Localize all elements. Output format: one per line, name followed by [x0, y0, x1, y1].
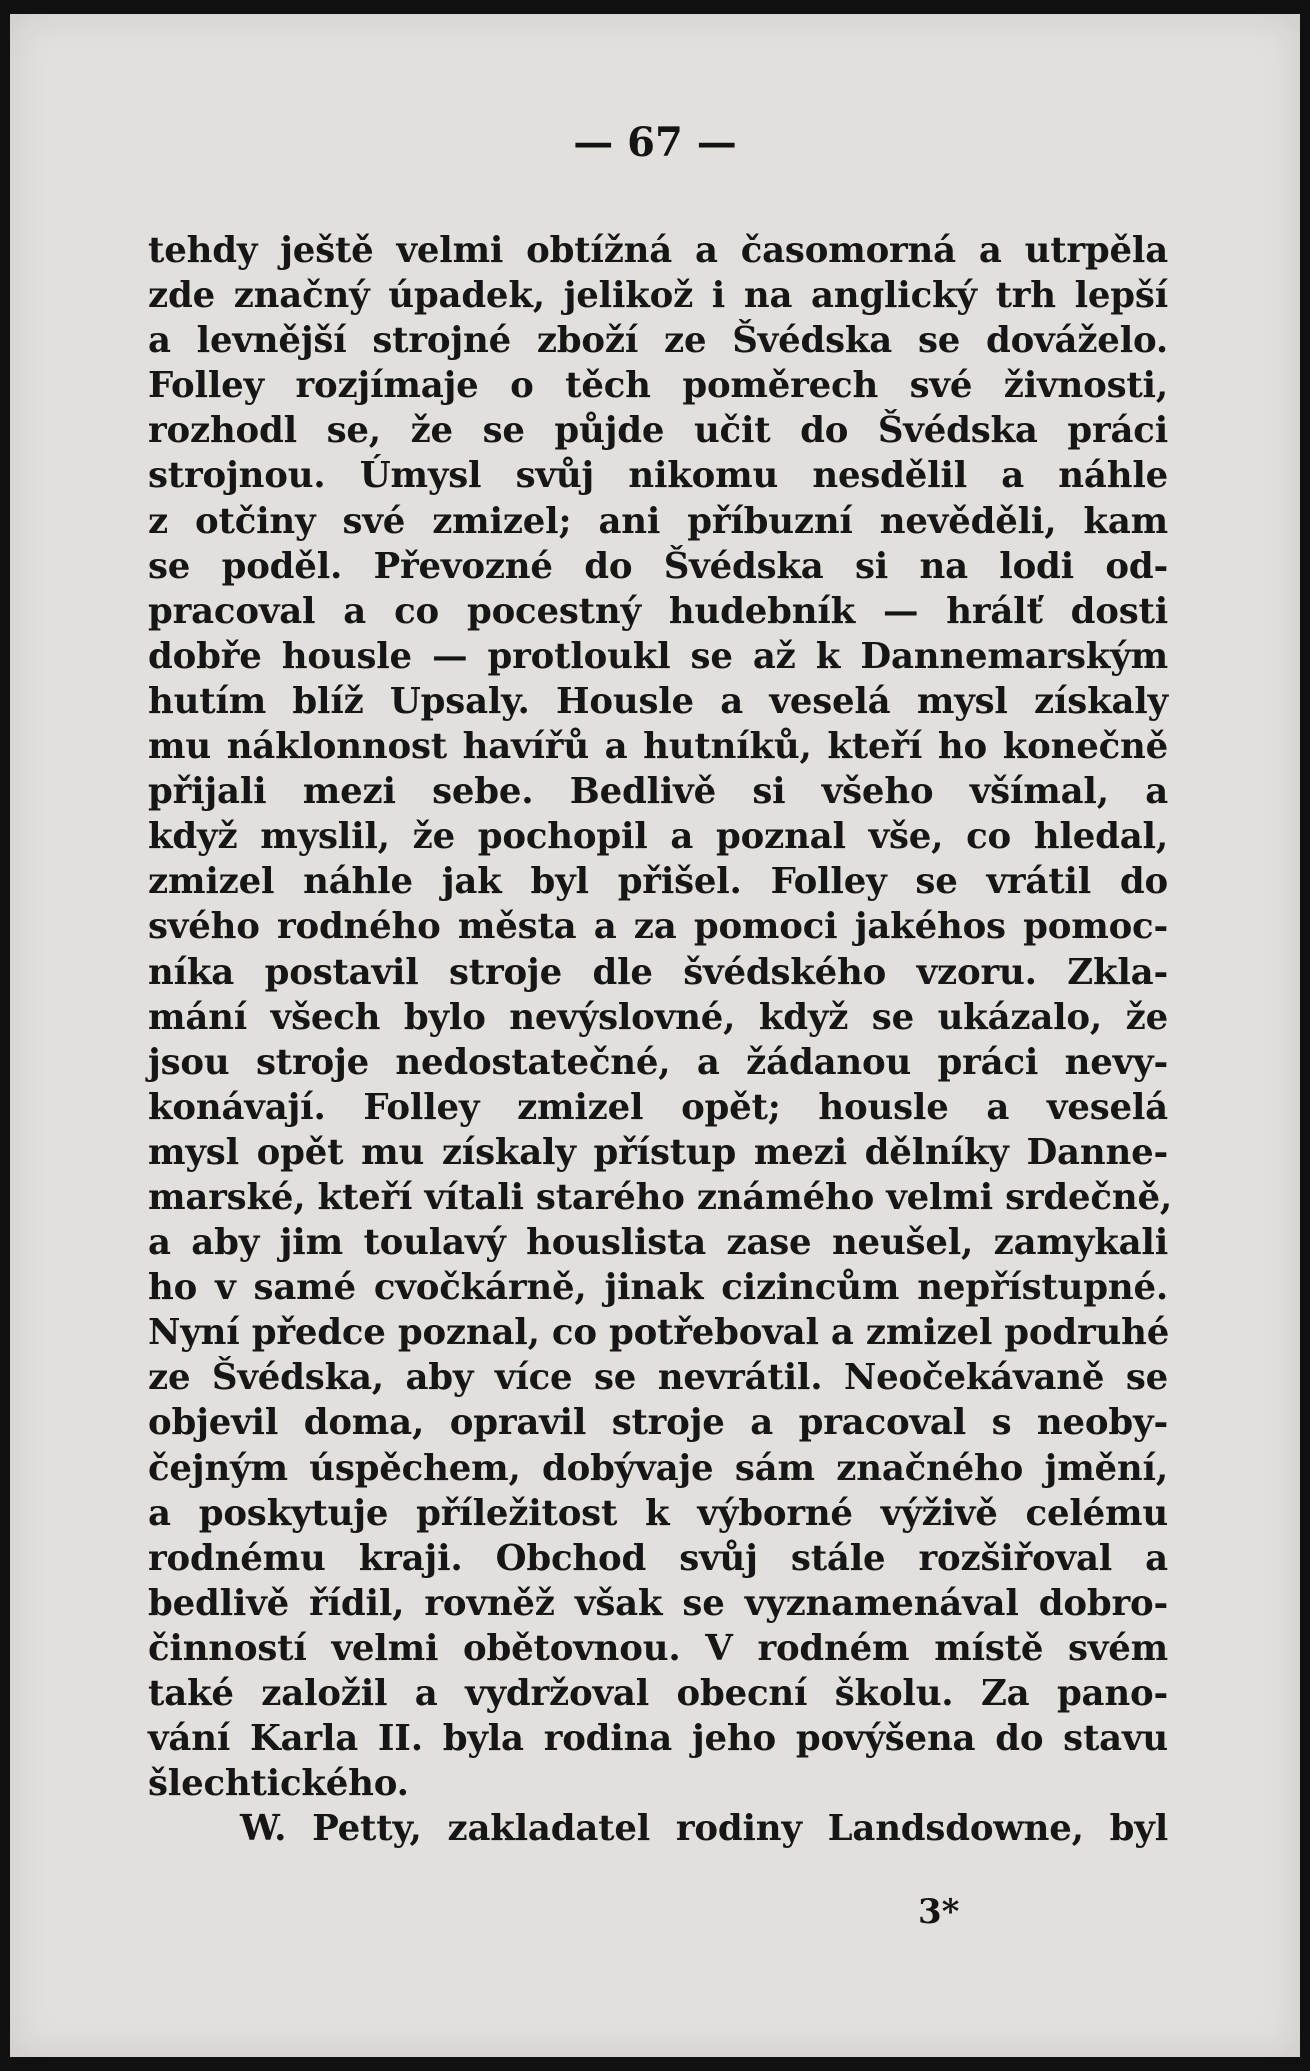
text-line: a levnější strojné zboží ze Švédska se dováželo. [148, 320, 1168, 362]
text-line: svého rodného města a za pomoci jakéhos pomoc- [148, 906, 1168, 948]
text-line: se poděl. Převozné do Švédska si na lodi od- [148, 545, 1168, 587]
text-line: marské, kteří vítali starého známého velmi srdečně, [148, 1176, 1172, 1218]
text-line: objevil doma, opravil stroje a pracoval s neoby- [148, 1402, 1168, 1444]
text-line: když myslil, že pochopil a poznal vše, co hledal, [148, 816, 1168, 858]
text-line: tehdy ještě velmi obtížná a časomorná a utrpěla [148, 230, 1168, 271]
text-line: vání Karla II. byla rodina jeho povýšena do stavu [148, 1718, 1168, 1760]
body-text [148, 228, 1172, 1851]
text-line: rozhodl se, že se půjde učit do Švédska práci [148, 410, 1168, 452]
text-line: mání všech bylo nevýslovné, když se ukázalo, že [148, 996, 1168, 1038]
paragraph-start-line: W. Petty, zakladatel rodiny Landsdowne, byl [240, 1808, 1168, 1850]
text-line: mysl opět mu získaly přístup mezi dělníky Danne- [148, 1131, 1168, 1173]
text-line: čejným úspěchem, dobývaje sám značného jmění, [148, 1447, 1168, 1489]
text-line: jsou stroje nedostatečné, a žádanou práci nevy- [148, 1041, 1168, 1083]
text-line: hutím blíž Upsaly. Housle a veselá mysl získaly [148, 680, 1168, 722]
text-line: zmizel náhle jak byl přišel. Folley se vrátil do [148, 861, 1168, 903]
text-line: činností velmi obětovnou. V rodném místě svém [148, 1627, 1168, 1669]
text-line: ze Švédska, aby více se nevrátil. Neočekávaně se [148, 1357, 1168, 1399]
text-line: a aby jim toulavý houslista zase neušel, zamykali [148, 1222, 1168, 1264]
text-line: níka postavil stroje dle švédského vzoru. Zkla- [148, 951, 1168, 993]
text-line: mu náklonnost havířů a hutníků, kteří ho konečně [148, 726, 1168, 768]
text-line: přijali mezi sebe. Bedlivě si všeho všímal, a [148, 771, 1168, 813]
text-line: z otčiny své zmizel; ani příbuzní nevěděli, kam [148, 500, 1168, 542]
paragraph-end-line: šlechtického. [148, 1763, 409, 1805]
text-line: pracoval a co pocestný hudebník — hrálť dosti [148, 590, 1168, 632]
book-page [10, 14, 1300, 2057]
signature-mark: 3* [918, 1892, 960, 1932]
text-line: dobře housle — protloukl se až k Dannemarským [148, 635, 1168, 677]
text-line: strojnou. Úmysl svůj nikomu nesdělil a náhle [148, 455, 1168, 497]
text-line: také založil a vydržoval obecní školu. Za pano- [148, 1673, 1168, 1714]
text-line: zde značný úpadek, jelikož i na anglický trh lepší [148, 275, 1168, 317]
text-line: konávají. Folley zmizel opět; housle a veselá [148, 1086, 1168, 1128]
text-line: Folley rozjímaje o těch poměrech své živnosti, [148, 365, 1168, 407]
text-line: rodnému kraji. Obchod svůj stále rozšiřoval a [148, 1537, 1168, 1579]
text-line: a poskytuje příležitost k výborné výživě celému [148, 1492, 1168, 1534]
text-line: Nyní předce poznal, co potřeboval a zmizel podruhé [148, 1312, 1170, 1354]
page-number: — 67 — [573, 119, 737, 166]
text-line: ho v samé cvočkárně, jinak cizincům nepřístupné. [148, 1267, 1168, 1309]
text-line: bedlivě řídil, rovněž však se vyznamenával dobro- [148, 1582, 1168, 1624]
